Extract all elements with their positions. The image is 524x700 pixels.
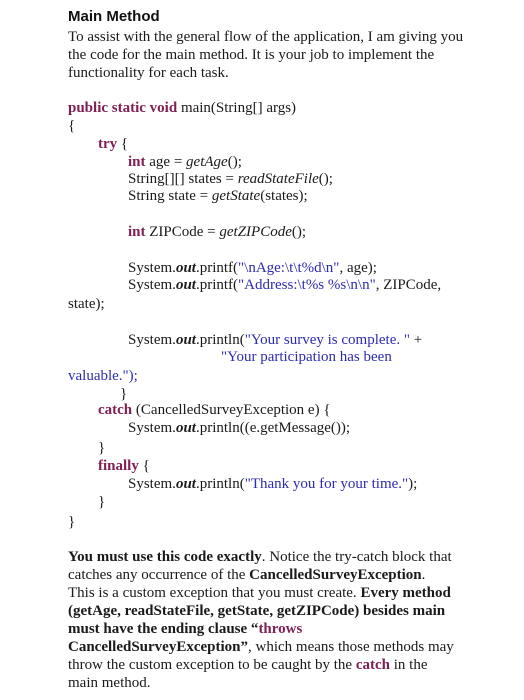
code-text: , ZIPCode, [375, 277, 442, 293]
bold-text: Every method (getAge, readStateFile, getState, getZIPCode) besides main must have the ending clause “ [68, 585, 451, 637]
bold-text: You must use this code exactly [68, 549, 262, 565]
code-text: (); [318, 171, 333, 187]
method-name: getState [211, 188, 261, 204]
code-text: System. [128, 476, 176, 492]
bold-text: CancelledSurveyException” [68, 639, 248, 655]
body-text: , which means those methods may throw the custom exception to be caught by the [68, 639, 454, 673]
code-text: System. [128, 260, 176, 276]
code-text: .printf( [195, 260, 239, 276]
code-line-state-arg [68, 296, 105, 313]
intro-paragraph: To assist with the general flow of the application, I am giving you the code for the main method. It is your job to implement the functionality for each task. [68, 29, 464, 81]
code-line-age [128, 154, 242, 171]
code-line-valuable [68, 368, 138, 385]
code-text: main(String[] args) [177, 100, 297, 116]
code-text: (); [291, 224, 307, 240]
code-line-thanks [128, 476, 417, 493]
instructions-paragraph [68, 548, 454, 692]
code-text: System. [128, 332, 176, 348]
section-heading: Main Method [68, 8, 160, 25]
method-name: readStateFile [237, 171, 319, 187]
code-line-participation [221, 349, 392, 366]
field-name: out [175, 277, 196, 293]
brace: } [98, 440, 106, 456]
brace: { [68, 118, 76, 134]
code-text: (e.getMessage()); [244, 420, 351, 436]
code-text: .println( [195, 332, 245, 348]
code-line-zip [128, 224, 306, 241]
method-name: getZIPCode [219, 224, 292, 240]
code-text: String[][] states = [128, 171, 238, 187]
code-text: + [410, 332, 423, 348]
code-text: (CancelledSurveyException e) { [132, 402, 331, 418]
field-name: out [175, 332, 196, 348]
code-text: , age); [339, 260, 377, 276]
method-name: getAge [186, 154, 228, 170]
code-line-finally [98, 458, 150, 475]
code-text: age = [145, 154, 187, 170]
string-literal: "Thank you for your time." [244, 476, 409, 492]
code-line-close-catch [98, 440, 105, 457]
code-line-close-main [68, 514, 75, 531]
code-line-close-try [120, 386, 127, 403]
code-text: System. [128, 420, 176, 436]
code-line-println-complete [128, 332, 422, 349]
body-text: . This is a custom exception that you must create. [68, 567, 426, 601]
code-line-getmessage [128, 420, 350, 437]
keyword-text: catch [355, 657, 390, 673]
code-line-signature [68, 100, 296, 117]
code-line-printf-address [128, 277, 441, 294]
string-literal: "Your survey is complete. " [244, 332, 410, 348]
code-text: String state = [128, 188, 212, 204]
code-text: state); [68, 296, 105, 312]
string-literal: "\nAge:\t\t%d\n" [238, 260, 340, 276]
code-text: .println( [195, 420, 245, 436]
code-line-try [98, 136, 128, 153]
brace: } [120, 386, 128, 402]
code-text: (); [227, 154, 242, 170]
code-text: .printf( [195, 277, 239, 293]
code-text: ZIPCode = [145, 224, 220, 240]
code-line-state [128, 188, 308, 205]
keyword: finally [98, 458, 139, 474]
field-name: out [175, 420, 196, 436]
keyword: int [128, 154, 146, 170]
code-text: ); [408, 476, 418, 492]
keyword: public static void [68, 100, 178, 116]
field-name: out [175, 476, 196, 492]
brace: } [98, 494, 106, 510]
brace: } [68, 514, 76, 530]
code-line-open-brace [68, 118, 75, 135]
keyword: catch [98, 402, 133, 418]
bold-text: CancelledSurveyException [249, 567, 422, 583]
field-name: out [175, 260, 196, 276]
body-text: . Notice the try-catch block that catches any occurrence of the [68, 549, 452, 583]
code-text: System. [128, 277, 176, 293]
keyword-text: throws [258, 621, 303, 637]
code-line-printf-age [128, 260, 377, 277]
body-text: in the main method. [68, 657, 428, 691]
code-line-states [128, 171, 333, 188]
string-literal: valuable."); [68, 368, 138, 384]
keyword: int [128, 224, 146, 240]
code-text: .println( [195, 476, 245, 492]
code-text: (states); [260, 188, 308, 204]
keyword: try [98, 136, 118, 152]
code-line-catch [98, 402, 331, 419]
code-text: { [117, 136, 129, 152]
code-text: { [138, 458, 150, 474]
string-literal: "Address:\t%s %s\n\n" [238, 277, 376, 293]
string-literal: "Your participation has been [221, 349, 392, 365]
code-line-close-finally [98, 494, 105, 511]
